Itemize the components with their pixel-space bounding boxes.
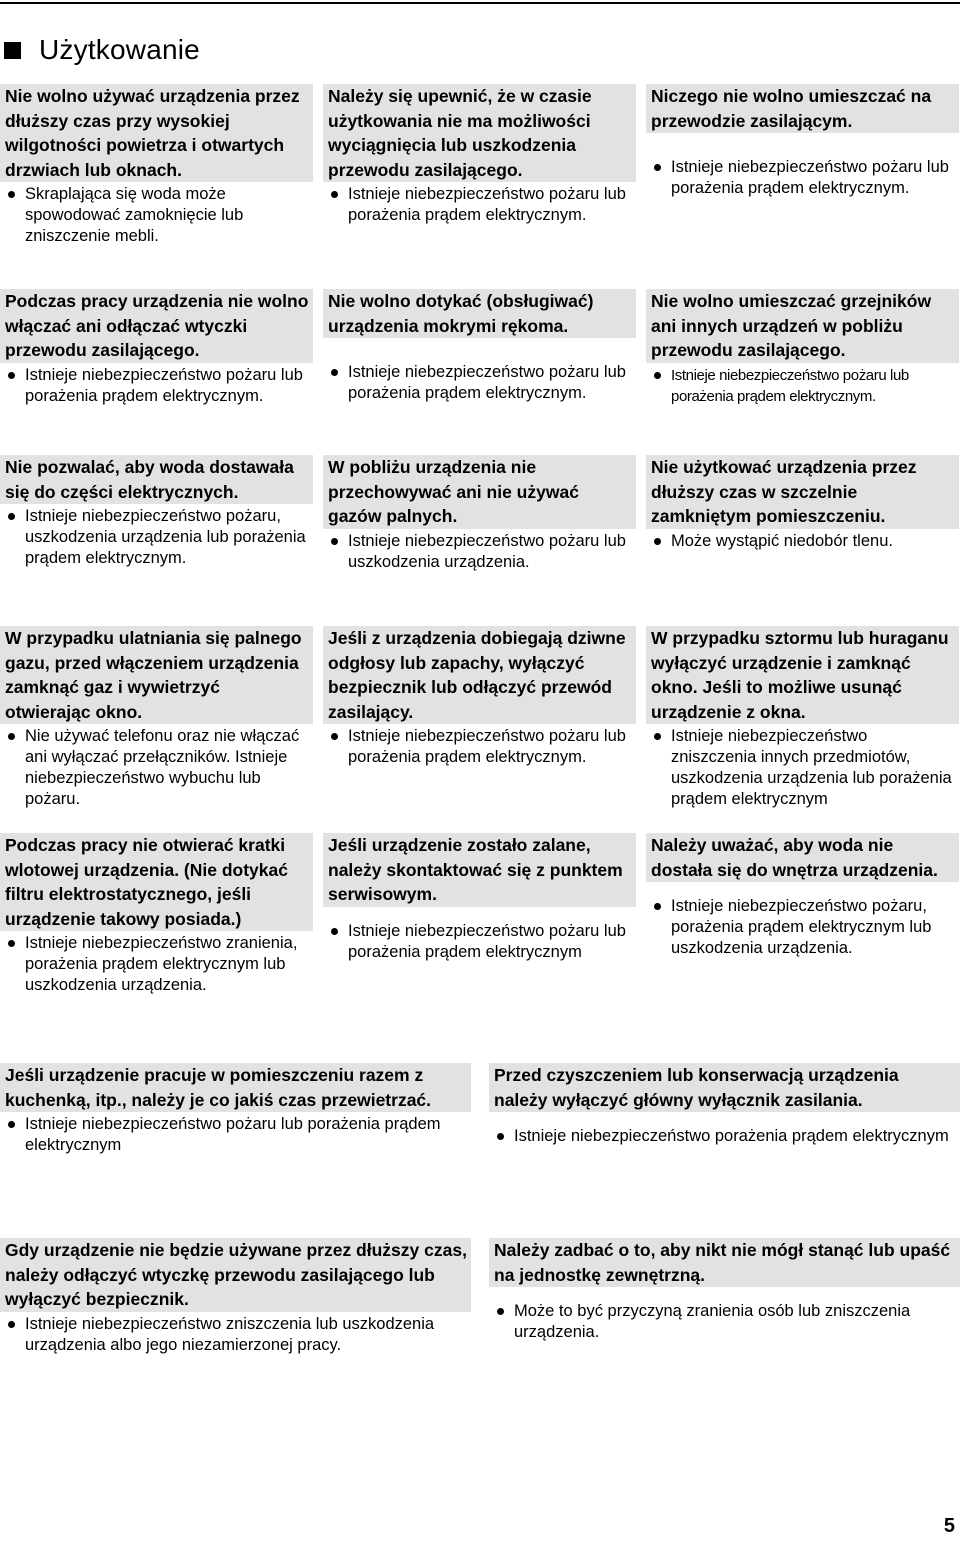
bullet-list <box>323 531 636 573</box>
safety-item <box>323 626 636 833</box>
bullet-text: Istnieje niebezpieczeństwo pożaru lub porażenia prądem elektrycznym <box>328 921 632 963</box>
safety-row-4 <box>0 626 960 833</box>
safety-row-1 <box>0 84 960 289</box>
safety-item <box>0 455 313 626</box>
safety-heading: Gdy urządzenie nie będzie używane przez dłuższy czas, należy odłączyć wtyczkę przewodu zasilającego lub wyłączyć bezpiecznik. <box>0 1238 471 1312</box>
square-bullet-icon <box>4 42 21 59</box>
bullet-text: Może to być przyczyną zranienia osób lub zniszczenia urządzenia. <box>494 1301 956 1343</box>
safety-item <box>0 833 313 1063</box>
safety-heading: W przypadku ulatniania się palnego gazu, przed włączeniem urządzenia zamknąć gaz i wywietrzyć otwierając okno. <box>0 626 313 724</box>
safety-item <box>0 626 313 833</box>
bullet-list <box>0 1114 471 1156</box>
safety-item <box>489 1063 960 1238</box>
bullet-list <box>0 365 313 407</box>
bullet-text: Istnieje niebezpieczeństwo pożaru lub porażenia prądem elektrycznym. <box>5 365 309 407</box>
bullet-list <box>489 1301 960 1343</box>
safety-row-7 <box>0 1238 960 1368</box>
bullet-text: Istnieje niebezpieczeństwo pożaru lub porażenia prądem elektrycznym. <box>328 362 632 404</box>
safety-heading: Należy uważać, aby woda nie dostała się do wnętrza urządzenia. <box>646 833 959 882</box>
safety-heading: Przed czyszczeniem lub konserwacją urządzenia należy wyłączyć główny wyłącznik zasilania. <box>489 1063 960 1112</box>
safety-item <box>323 289 636 455</box>
bullet-text: Istnieje niebezpieczeństwo pożaru lub porażenia prądem elektrycznym <box>5 1114 467 1156</box>
bullet-list <box>0 184 313 247</box>
section-title: Użytkowanie <box>39 34 200 65</box>
bullet-list <box>0 726 313 810</box>
bullet-text: Istnieje niebezpieczeństwo zranienia, porażenia prądem elektrycznym lub uszkodzenia urządzenia. <box>5 933 309 996</box>
safety-heading: Należy zadbać o to, aby nikt nie mógł stanąć lub upaść na jednostkę zewnętrzną. <box>489 1238 960 1287</box>
bullet-list <box>646 157 959 199</box>
safety-item <box>0 1063 471 1238</box>
safety-heading: W pobliżu urządzenia nie przechowywać ani nie używać gazów palnych. <box>323 455 636 529</box>
safety-heading: Należy się upewnić, że w czasie użytkowania nie ma możliwości wyciągnięcia lub uszkodzenia przewodu zasilającego. <box>323 84 636 182</box>
bullet-list <box>0 1314 471 1356</box>
bullet-text: Istnieje niebezpieczeństwo pożaru, uszkodzenia urządzenia lub porażenia prądem elektrycznym. <box>5 506 309 569</box>
safety-grid <box>0 84 960 1368</box>
safety-row-2 <box>0 289 960 455</box>
bullet-text: Nie używać telefonu oraz nie włączać ani wyłączać przełączników. Istnieje niebezpieczeństwo wybuchu lub pożaru. <box>5 726 309 810</box>
safety-item <box>323 833 636 1063</box>
safety-heading: Podczas pracy urządzenia nie wolno włączać ani odłączać wtyczki przewodu zasilającego. <box>0 289 313 363</box>
safety-heading: Nie wolno umieszczać grzejników ani innych urządzeń w pobliżu przewodu zasilającego. <box>646 289 959 363</box>
bullet-text: Może wystąpić niedobór tlenu. <box>651 531 955 552</box>
bullet-list <box>323 726 636 768</box>
safety-heading: Jeśli urządzenie zostało zalane, należy skontaktować się z punktem serwisowym. <box>323 833 636 907</box>
bullet-text: Istnieje niebezpieczeństwo zniszczenia innych przedmiotów, uszkodzenia urządzenia lub porażenia prądem elektrycznym <box>651 726 955 810</box>
bullet-list <box>0 506 313 569</box>
safety-item <box>646 626 959 833</box>
bullet-text: Istnieje niebezpieczeństwo pożaru, porażenia prądem elektrycznym lub uszkodzenia urządzenia. <box>651 896 955 959</box>
safety-item <box>0 289 313 455</box>
safety-item <box>323 455 636 626</box>
bullet-list <box>646 896 959 959</box>
safety-heading: Nie wolno używać urządzenia przez dłuższy czas przy wysokiej wilgotności powietrza i otwartych drzwiach lub oknach. <box>0 84 313 182</box>
top-rule <box>0 2 960 4</box>
bullet-list <box>646 531 959 552</box>
safety-item <box>489 1238 960 1368</box>
bullet-list <box>323 921 636 963</box>
safety-heading: Jeśli urządzenie pracuje w pomieszczeniu razem z kuchenką, itp., należy je co jakiś czas przewietrzać. <box>0 1063 471 1112</box>
safety-heading: Nie użytkować urządzenia przez dłuższy czas w szczelnie zamkniętym pomieszczeniu. <box>646 455 959 529</box>
safety-row-5 <box>0 833 960 1063</box>
bullet-list <box>0 933 313 996</box>
bullet-list <box>646 365 959 407</box>
safety-item <box>0 84 313 289</box>
safety-item <box>646 84 959 289</box>
bullet-text: Skraplająca się woda może spowodować zamoknięcie lub zniszczenie mebli. <box>5 184 309 247</box>
safety-item <box>646 289 959 455</box>
bullet-list <box>646 726 959 810</box>
safety-row-3 <box>0 455 960 626</box>
safety-heading: Jeśli z urządzenia dobiegają dziwne odgłosy lub zapachy, wyłączyć bezpiecznik lub odłączyć przewód zasilający. <box>323 626 636 724</box>
page-number: 5 <box>943 1515 955 1537</box>
safety-heading: W przypadku sztormu lub huraganu wyłączyć urządzenie i zamknąć okno. Jeśli to możliwe usunąć urządzenie z okna. <box>646 626 959 724</box>
safety-item <box>323 84 636 289</box>
bullet-list <box>323 184 636 226</box>
bullet-list <box>323 362 636 404</box>
safety-heading: Nie wolno dotykać (obsługiwać) urządzenia mokrymi rękoma. <box>323 289 636 338</box>
safety-item <box>646 833 959 1063</box>
safety-heading: Niczego nie wolno umieszczać na przewodzie zasilającym. <box>646 84 959 133</box>
bullet-list <box>489 1126 960 1147</box>
safety-heading: Nie pozwalać, aby woda dostawała się do części elektrycznych. <box>0 455 313 504</box>
safety-row-6 <box>0 1063 960 1238</box>
section-header <box>4 34 200 66</box>
bullet-text: Istnieje niebezpieczeństwo pożaru lub porażenia prądem elektrycznym. <box>651 365 955 407</box>
safety-item <box>0 1238 471 1368</box>
bullet-text: Istnieje niebezpieczeństwo zniszczenia lub uszkodzenia urządzenia albo jego niezamierzonej pracy. <box>5 1314 467 1356</box>
safety-item <box>646 455 959 626</box>
bullet-text: Istnieje niebezpieczeństwo pożaru lub porażenia prądem elektrycznym. <box>651 157 955 199</box>
safety-heading: Podczas pracy nie otwierać kratki wlotowej urządzenia. (Nie dotykać filtru elektrostatycznego, jeśli urządzenie takowy posiada.) <box>0 833 313 931</box>
bullet-text: Istnieje niebezpieczeństwo pożaru lub uszkodzenia urządzenia. <box>328 531 632 573</box>
bullet-text: Istnieje niebezpieczeństwo porażenia prądem elektrycznym <box>494 1126 956 1147</box>
bullet-text: Istnieje niebezpieczeństwo pożaru lub porażenia prądem elektrycznym. <box>328 184 632 226</box>
bullet-text: Istnieje niebezpieczeństwo pożaru lub porażenia prądem elektrycznym. <box>328 726 632 768</box>
